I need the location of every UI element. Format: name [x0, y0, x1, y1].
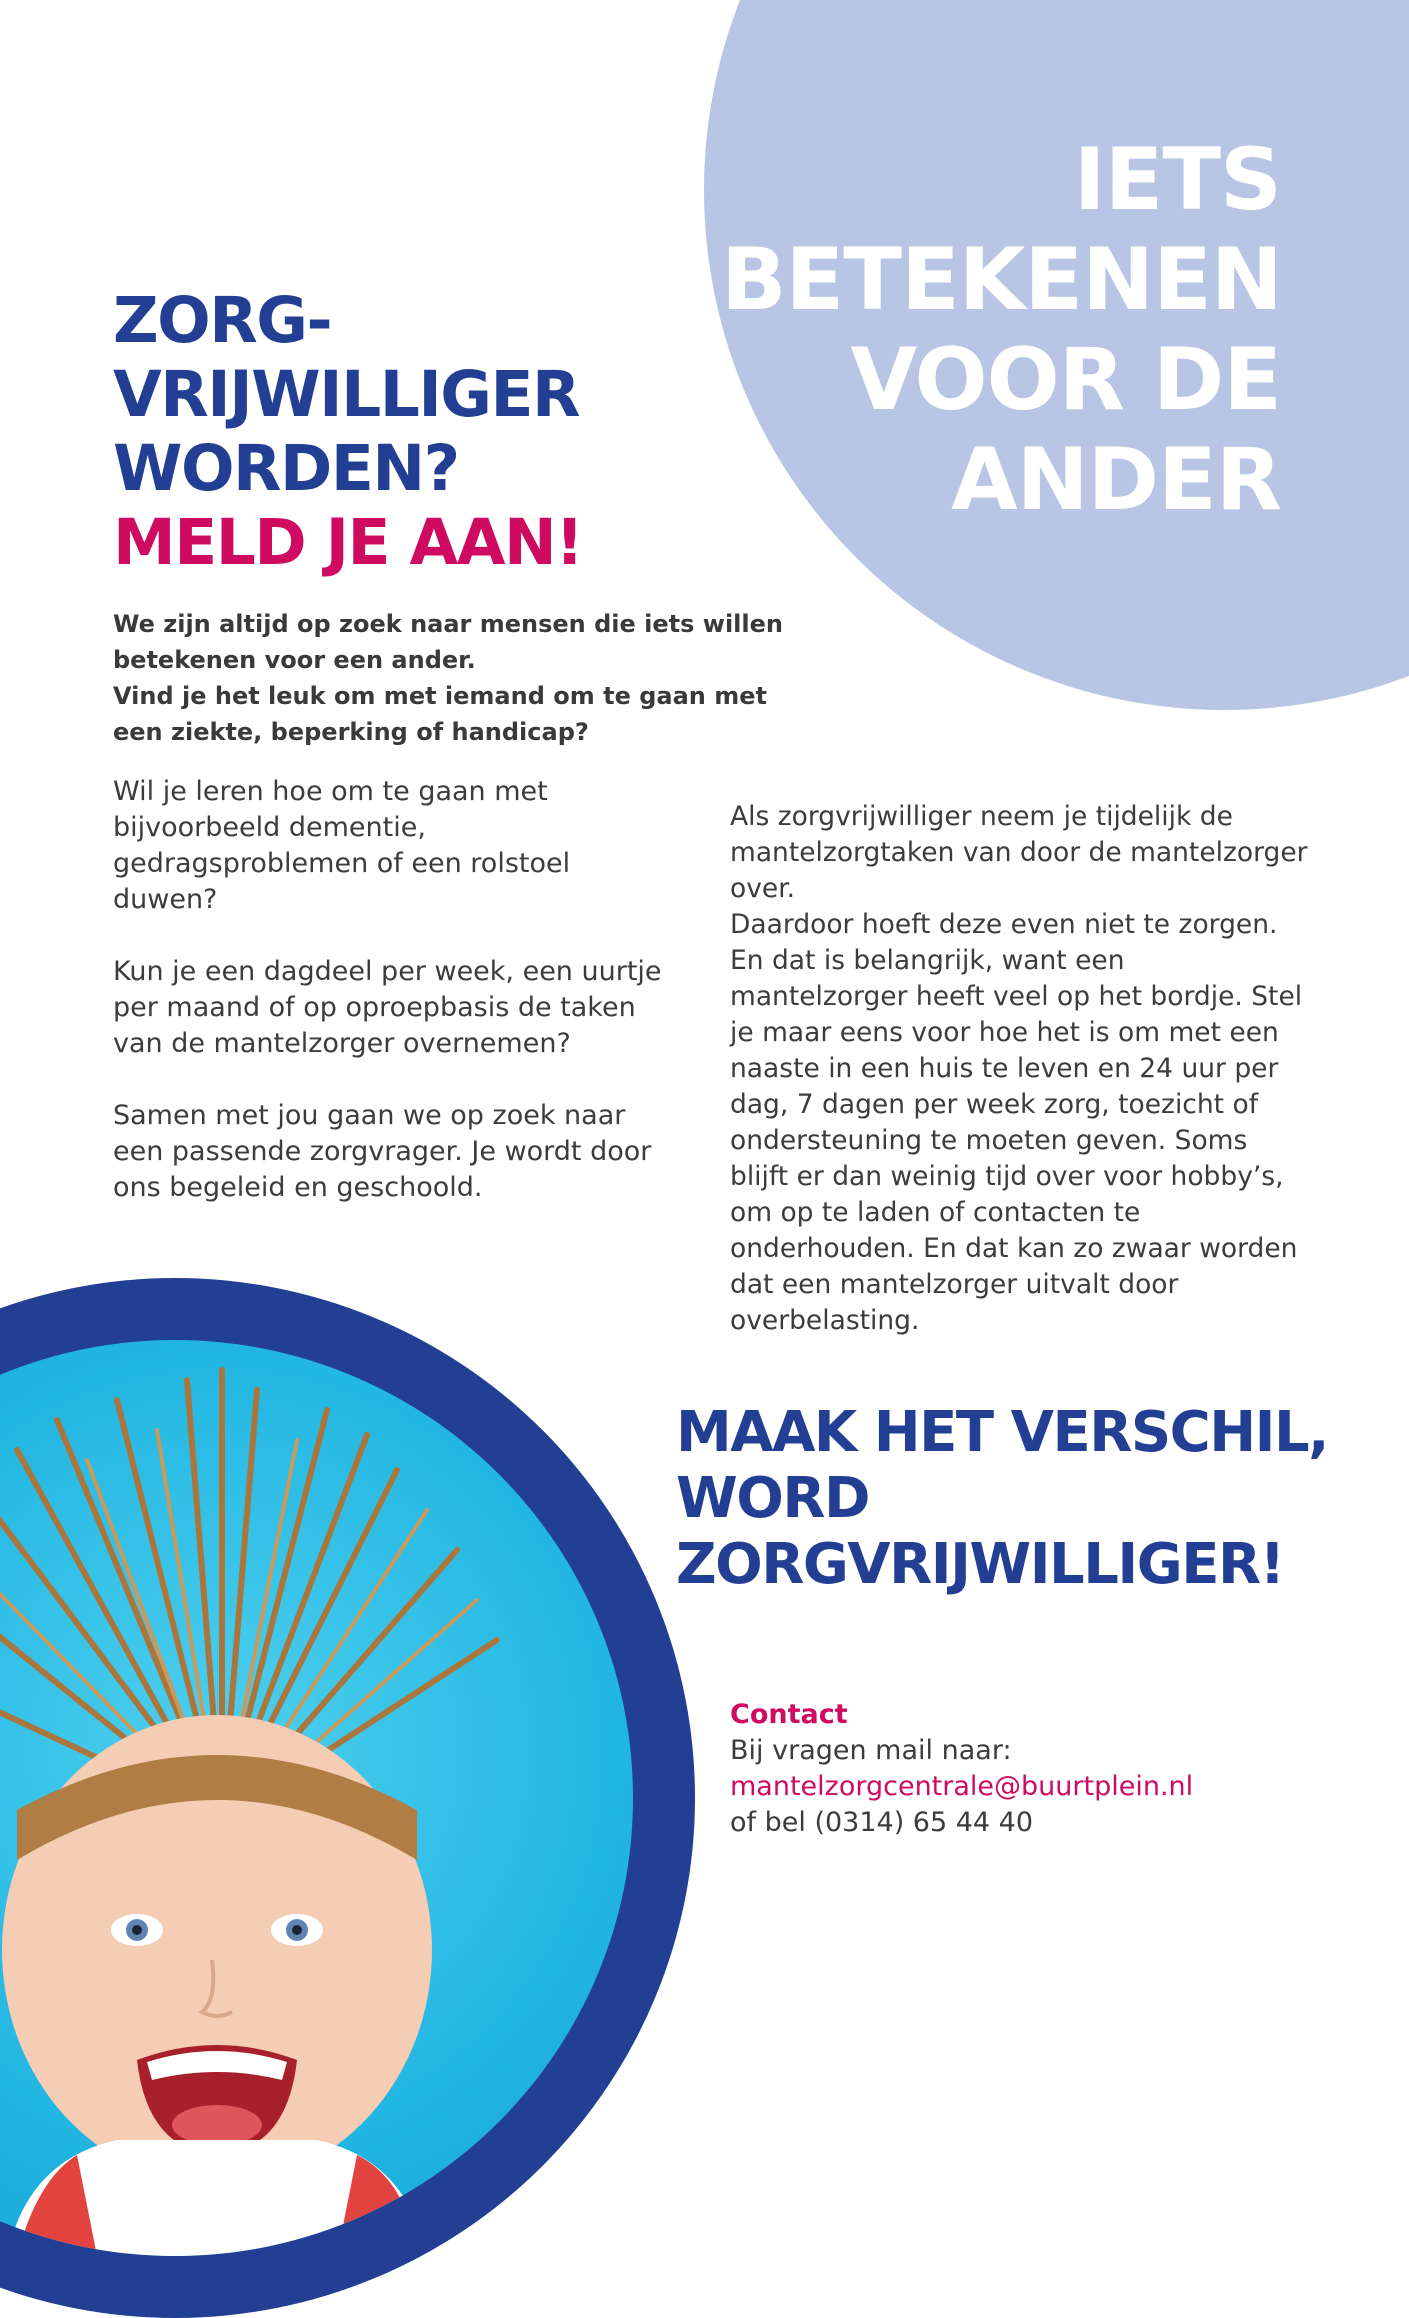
heading-line: VRIJWILLIGER [113, 358, 580, 431]
left-column [113, 774, 683, 1242]
circle-headline [721, 130, 1281, 530]
intro-text [113, 606, 813, 750]
intro-line: Vind je het leuk om met iemand om te gaan met [113, 682, 767, 710]
intro-line: een ziekte, beperking of handicap? [113, 718, 589, 746]
circle-headline-line: VOOR DE [850, 330, 1281, 430]
intro-line: betekenen voor een ander. [113, 646, 476, 674]
contact-block [730, 1697, 1330, 1841]
right-column [730, 799, 1310, 1339]
left-paragraph: Wil je leren hoe om te gaan met bijvoorbeeld dementie, gedragsproblemen of een rolstoel duwen? [113, 776, 571, 915]
child-photo [0, 1340, 633, 2256]
child-illustration [0, 1340, 633, 2256]
circle-headline-line: BETEKENEN [721, 230, 1282, 330]
heading-line: ZORG- [113, 284, 332, 357]
cta-line: ZORGVRIJWILLIGER! [676, 1532, 1284, 1597]
call-to-action [676, 1400, 1376, 1598]
cta-line: MAAK HET VERSCHIL, [676, 1400, 1328, 1465]
intro-line: We zijn altijd op zoek naar mensen die iets willen [113, 610, 783, 638]
right-paragraph: Als zorgvrijwilliger neem je tijdelijk de mantelzorgtaken van door de mantelzorger over. [730, 801, 1308, 904]
circle-headline-line: IETS [1073, 130, 1281, 230]
contact-email-link[interactable]: mantelzorgcentrale@buurtplein.nl [730, 1771, 1194, 1802]
contact-label: Contact [730, 1699, 848, 1730]
heading-line: WORDEN? [113, 432, 459, 505]
heading-highlight: MELD JE AAN! [113, 506, 583, 579]
left-paragraph: Samen met jou gaan we op zoek naar een passende zorgvrager. Je wordt door ons begeleid en geschoold. [113, 1100, 652, 1203]
right-paragraph: Daardoor hoeft deze even niet te zorgen. En dat is belangrijk, want een mantelzorger heeft veel op het bordje. Stel je maar eens voor hoe het is om met een naaste in een huis te leven en 24 uur per dag, 7 dagen per week zorg, toezicht of ondersteuning te moeten geven. Soms blijft er dan weinig tijd over voor hobby’s, om op te laden of contacten te onderhouden. En dat kan zo zwaar worden dat een mantelzorger uitvalt door overbelasting. [730, 909, 1303, 1336]
cta-line: WORD [676, 1466, 869, 1531]
contact-phone: of bel (0314) 65 44 40 [730, 1807, 1034, 1838]
circle-headline-line: ANDER [951, 430, 1281, 530]
main-heading [113, 284, 582, 580]
left-paragraph: Kun je een dagdeel per week, een uurtje per maand of op oproepbasis de taken van de mantelzorger overnemen? [113, 956, 662, 1059]
contact-instruction: Bij vragen mail naar: [730, 1735, 1012, 1766]
